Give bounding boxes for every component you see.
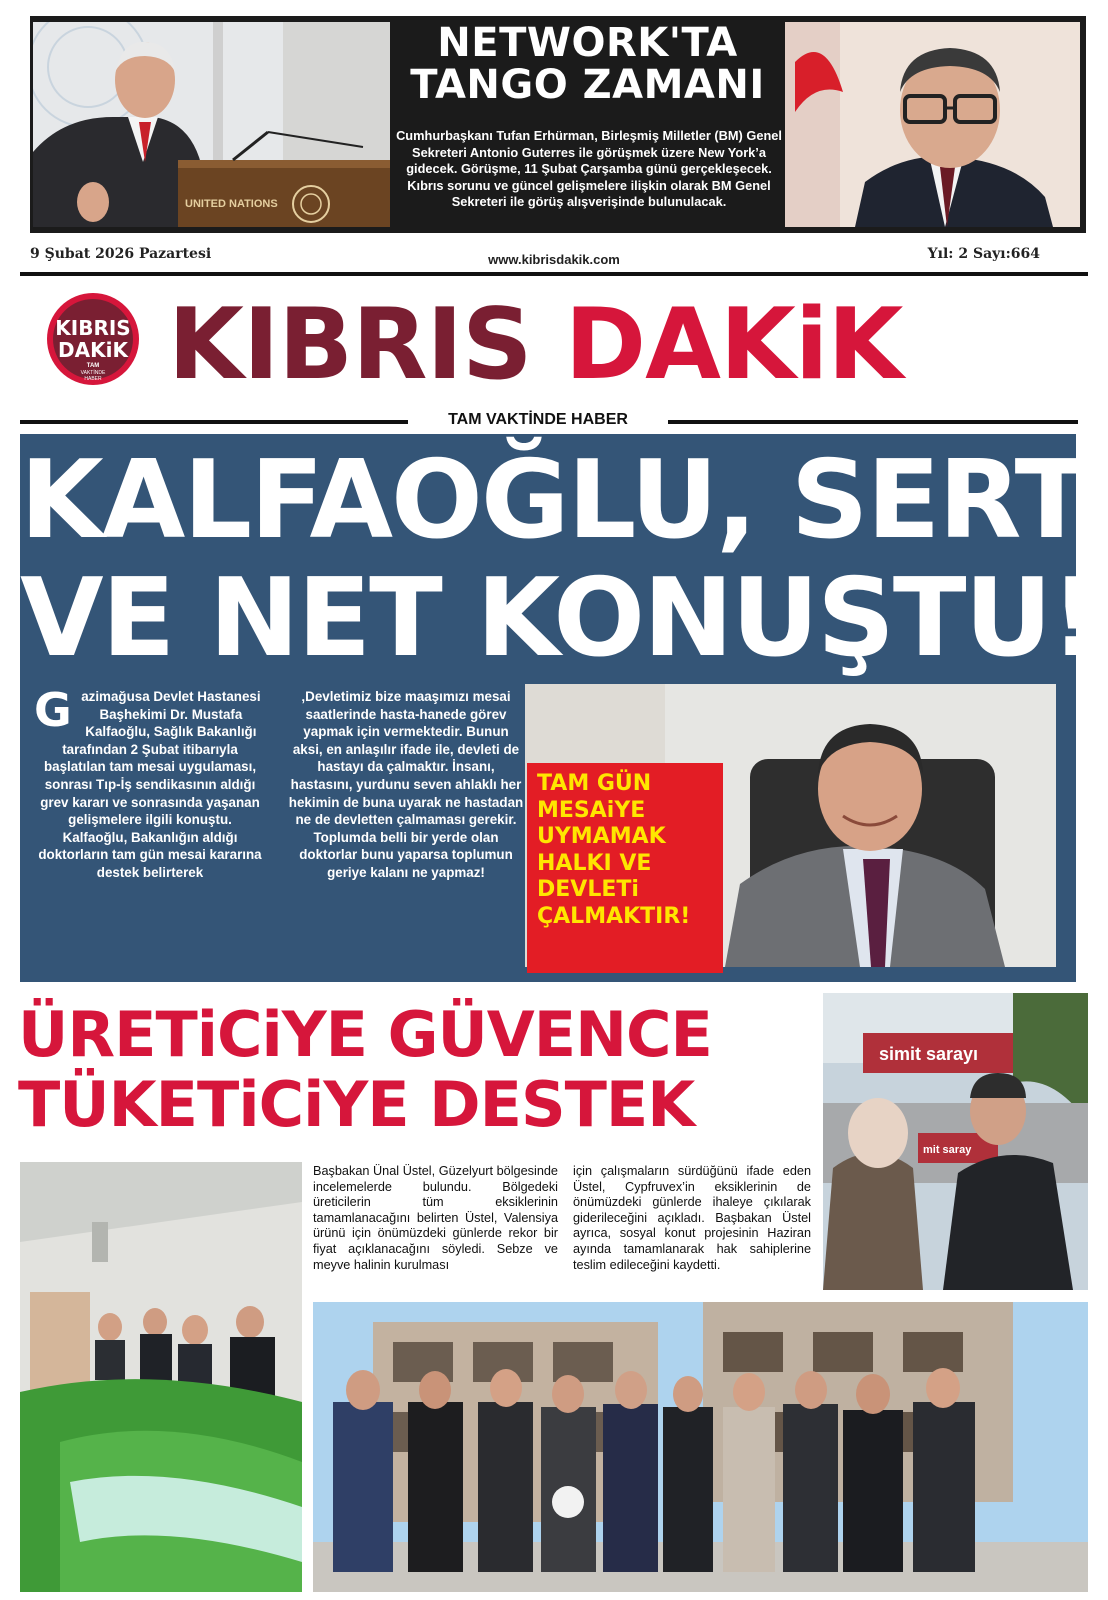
quote-line-3: UYMAMAK bbox=[537, 824, 666, 849]
badge-line4: VAKTİNDE bbox=[80, 370, 106, 376]
masthead-divider-right bbox=[668, 420, 1078, 424]
top-story-title bbox=[390, 22, 785, 106]
main-story-pull-quote bbox=[527, 763, 723, 973]
masthead-title-kibris: KIBRIS bbox=[168, 288, 565, 402]
main-story-column-1 bbox=[34, 683, 266, 882]
erhurman-illustration bbox=[785, 22, 1080, 227]
erhurman-photo bbox=[785, 22, 1080, 227]
second-headline-line2: TÜKETiCiYE DESTEK bbox=[18, 1068, 695, 1141]
greenhouse-photo bbox=[20, 1162, 302, 1592]
second-headline-line1: ÜRETiCiYE GÜVENCE bbox=[18, 998, 712, 1071]
podium-label: UNITED NATIONS bbox=[185, 198, 278, 210]
guterres-illustration bbox=[33, 22, 390, 227]
masthead-title bbox=[168, 290, 902, 400]
simit-sarayi-photo bbox=[823, 993, 1088, 1290]
top-story-body: Cumhurbaşkanı Tufan Erhürman, Birleşmiş Milletler (BM) Genel Sekreteri Antonio Guterres ile görüşmek üzere New York’a gidecek. Görüşme, 11 Şubat Çarşamba günü gerçekleşecek. Kıbrıs sorunu ve güncel gelişmelere ilişkin olarak BM Genel Sekreteri ile görüş alışverişinde bulunulacak. bbox=[396, 128, 782, 210]
masthead-title-dakik: DAKiK bbox=[564, 288, 903, 402]
simit-sign: simit sarayı bbox=[879, 1044, 979, 1064]
logo-badge-icon bbox=[36, 289, 151, 389]
simit-sign-2: mit saray bbox=[923, 1144, 972, 1156]
main-story bbox=[20, 434, 1098, 982]
main-story-column-2: ‚Devletimiz bize maaşımızı mesai saatlerinde hasta-hanede görev yapmak için vermektedir. Bunun aksi, en anlaşılır ifade ile, devleti de hastayı da çalmaktır. İnsanı, hastasını, yurdunu seven ahlaklı her hekimin de buna uyarak ne hastadan ne de devletten çalmaması gerekir. Toplumda belli bir yerde olan doktorlar bunu yaparsa toplumun geriye kalanı ne yapmaz! bbox=[288, 689, 524, 880]
guterres-photo bbox=[33, 22, 390, 227]
issue-number: Yıl: 2 Sayı:664 bbox=[927, 246, 1040, 262]
main-story-dropcap: G bbox=[34, 683, 72, 737]
website-url[interactable]: www.kibrisdakik.com bbox=[488, 252, 620, 267]
group-site-photo bbox=[313, 1302, 1088, 1592]
top-story-title-line2: TANGO ZAMANI bbox=[410, 62, 765, 108]
badge-line2: DAKiK bbox=[58, 338, 128, 362]
main-story-column-1-text: azimağusa Devlet Hastanesi Başhekimi Dr. Mustafa Kalfaoğlu, Sağlık Bakanlığı tarafından 2 Şubat itibarıyla başlatılan tam mesai uygulaması, sonrası Tıp-İş sendikasının aldığı grev kararı ve sonrasında yaşanan gelişmelere ilgili konuştu. Kalfaoğlu, Bakanlığın aldığı doktorların tam gün mesai kararına destek belirterek bbox=[38, 689, 262, 880]
quote-line-4: HALKI VE bbox=[537, 850, 652, 876]
main-headline bbox=[20, 434, 1098, 681]
badge-line5: HABER bbox=[84, 376, 102, 382]
header-divider bbox=[20, 272, 1088, 276]
masthead-divider-left bbox=[20, 420, 408, 424]
top-story-banner bbox=[30, 16, 1086, 233]
second-headline bbox=[18, 1000, 818, 1140]
greenhouse-illustration bbox=[20, 1162, 302, 1592]
quote-line-6: ÇALMAKTIR! bbox=[537, 903, 691, 929]
badge-line1: KIBRIS bbox=[55, 316, 131, 340]
quote-line-2: MESAiYE bbox=[537, 797, 646, 823]
group-site-illustration bbox=[313, 1302, 1088, 1592]
badge-line3: TAM bbox=[86, 363, 100, 369]
quote-line-1: TAM GÜN bbox=[537, 771, 652, 796]
quote-line-5: DEVLETi bbox=[537, 877, 639, 902]
simit-sarayi-illustration bbox=[823, 993, 1088, 1290]
second-story-column-1: Başbakan Ünal Üstel, Güzelyurt bölgesinde incelemelerde bulundu. Bölgedeki üreticilerin tüm eksiklerinin tamamlanacağını belirten Üstel, Valensiya ürünü için önümüzdeki günlerde rekor bir fiyat açıklanacağını söyledi. Sebze ve meyve halinin kurulması bbox=[313, 1164, 558, 1272]
masthead-logo-badge[interactable] bbox=[36, 289, 151, 389]
masthead-slogan: TAM VAKTİNDE HABER bbox=[448, 411, 628, 428]
issue-date: 9 Şubat 2026 Pazartesi bbox=[30, 246, 212, 262]
main-headline-line2: VE NET KONUŞTU! bbox=[20, 556, 1098, 681]
main-headline-line1: KALFAOĞLU, SERT bbox=[20, 438, 1087, 563]
second-story-column-2: için çalışmaların sürdüğünü ifade eden Üstel, Cypfruvex’in eksiklerinin de önümüzdeki günlerde ihaleye çıkılarak giderileceğini açıkladı. Başbakan Üstel ayrıca, sosyal konut projesinin Haziran ayında tamamlanarak hak sahiplerine teslim edileceğini kaydetti. bbox=[573, 1164, 811, 1272]
top-story-title-line1: NETWORK'TA bbox=[437, 20, 738, 66]
